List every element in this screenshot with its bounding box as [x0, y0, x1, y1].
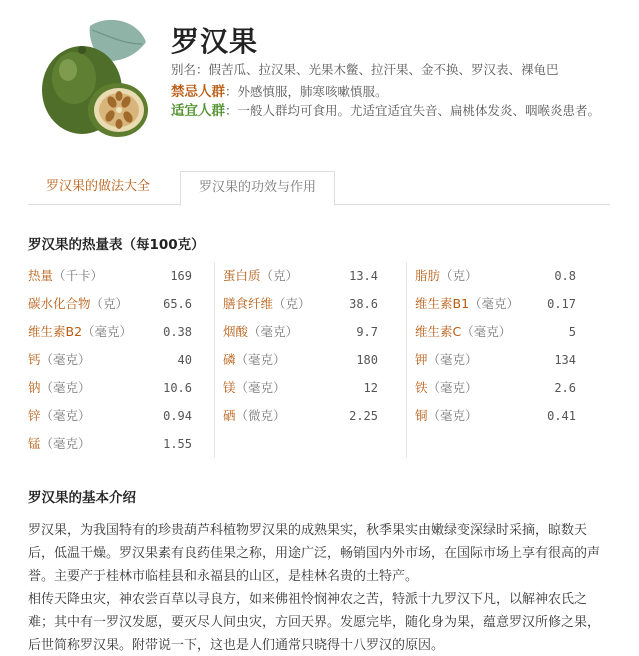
nutrient-unit: （千卡） — [53, 268, 104, 283]
nutrition-title: 罗汉果的热量表（每100克） — [28, 237, 205, 253]
nutrient-value: 180 — [356, 353, 378, 367]
nutrient-unit: （克） — [273, 296, 311, 311]
nutrient-value: 2.6 — [554, 381, 576, 395]
suitable-text: ：一般人群均可食用。尤适宜适宜失音、扁桃体发炎、咽喉炎患者。 — [225, 103, 601, 118]
nutrition-row — [407, 374, 600, 402]
nutrient-name: 锌 — [28, 408, 41, 423]
nutrient-name: 碳水化合物 — [28, 296, 91, 311]
nutrient-value: 10.6 — [163, 381, 192, 395]
nutrient-value: 0.8 — [554, 269, 576, 283]
nutrition-column-1 — [28, 262, 222, 458]
nutrition-row — [28, 430, 222, 458]
nutrition-row — [407, 262, 600, 290]
nutrient-unit: （微克） — [235, 408, 286, 423]
alias-text: 假苦瓜、拉汉果、光果木鳖、拉汗果、金不换、罗汉表、裸龟巴 — [208, 62, 559, 77]
nutrient-name: 锰 — [28, 436, 41, 451]
nutrient-name: 磷 — [223, 352, 236, 367]
nutrition-row — [28, 402, 222, 430]
nutrient-value: 65.6 — [163, 297, 192, 311]
nutrient-unit: （毫克） — [427, 380, 478, 395]
nutrient-value: 1.55 — [163, 437, 192, 451]
nutrition-row — [215, 262, 408, 290]
nutrient-name: 镁 — [223, 380, 236, 395]
nutrient-name: 钾 — [415, 352, 428, 367]
nutrient-value: 40 — [177, 353, 192, 367]
nutrient-value: 0.38 — [163, 325, 192, 339]
intro-paragraph-1: 罗汉果，为我国特有的珍贵葫芦科植物罗汉果的成熟果实，秋季果实由嫩绿变深绿时采摘，晾数天后，低温干燥。罗汉果素有良药佳果之称，用途广泛，畅销国内外市场，在国际市场上享有很高的声誉。主要产于桂林市临桂县和永福县的山区，是桂林名贵的土特产。 — [28, 523, 601, 584]
nutrition-row — [215, 374, 408, 402]
nutrient-unit: （毫克） — [461, 324, 512, 339]
nutrient-unit: （毫克） — [235, 380, 286, 395]
nutrient-name: 铜 — [415, 408, 428, 423]
nutrient-unit: （克） — [260, 268, 299, 283]
alias-label: 别名： — [171, 62, 209, 77]
nutrient-name: 膳食纤维 — [223, 296, 274, 311]
taboo-line — [171, 80, 388, 100]
nutrient-unit: （毫克） — [40, 408, 91, 423]
nutrient-value: 0.41 — [547, 409, 576, 423]
nutrient-value: 12 — [363, 381, 378, 395]
nutrition-column-3 — [406, 262, 600, 458]
nutrient-unit: （毫克） — [82, 324, 133, 339]
nutrient-unit: （毫克） — [40, 436, 91, 451]
nutrient-name: 热量 — [28, 268, 54, 283]
nutrition-row — [407, 290, 600, 318]
tab-benefits[interactable]: 罗汉果的功效与作用 — [180, 171, 335, 206]
nutrition-row — [28, 318, 222, 346]
alias-line — [171, 60, 559, 78]
page-title: 罗汉果 — [171, 25, 259, 58]
nutrient-name: 钠 — [28, 380, 41, 395]
taboo-text: ：外感慎服，肺寒咳嗽慎服。 — [225, 84, 388, 99]
nutrient-name: 铁 — [415, 380, 428, 395]
nutrient-unit: （毫克） — [40, 380, 91, 395]
intro-paragraph-2: 相传天降虫灾，神农尝百草以寻良方，如来佛祖怜悯神农之苦，特派十九罗汉下凡，以解神农氏之难；其中有一罗汉发愿，要灭尽人间虫灾，方回天界。发愿完毕，随化身为果，蕴意罗汉所修之果，后世简称罗汉果。附带说一下，这也是人们通常只晓得十八罗汉的原因。 — [28, 592, 601, 653]
nutrition-row — [215, 346, 408, 374]
nutrition-row — [28, 290, 222, 318]
nutrient-unit: （克） — [440, 268, 478, 283]
suitable-label: 适宜人群 — [171, 103, 225, 119]
nutrient-unit: （克） — [90, 296, 129, 311]
nutrition-row — [215, 318, 408, 346]
intro-text — [28, 519, 610, 656]
nutrient-name: 维生素B2 — [28, 324, 83, 339]
nutrient-name: 硒 — [223, 408, 236, 423]
nutrient-name: 维生素C — [415, 324, 462, 339]
intro-title: 罗汉果的基本介绍 — [28, 490, 136, 506]
nutrient-value: 0.17 — [547, 297, 576, 311]
nutrient-name: 维生素B1 — [415, 296, 470, 311]
nutrition-row — [407, 402, 600, 430]
nutrient-unit: （毫克） — [40, 352, 91, 367]
nutrient-name: 烟酸 — [223, 324, 249, 339]
nutrition-row — [215, 402, 408, 430]
nutrient-value: 13.4 — [349, 269, 378, 283]
nutrient-value: 38.6 — [349, 297, 378, 311]
food-header — [0, 0, 639, 150]
nutrient-value: 134 — [554, 353, 576, 367]
luohanguo-fruit-image — [38, 16, 150, 138]
content-tabs — [28, 171, 610, 205]
nutrition-row — [407, 318, 600, 346]
suitable-line — [171, 101, 621, 121]
nutrient-value: 5 — [568, 325, 576, 339]
nutrient-value: 0.94 — [163, 409, 192, 423]
nutrient-value: 2.25 — [349, 409, 378, 423]
nutrient-value: 169 — [170, 269, 192, 283]
nutrition-row — [407, 346, 600, 374]
nutrition-column-2 — [214, 262, 408, 458]
nutrient-name: 蛋白质 — [223, 268, 261, 283]
nutrient-unit: （毫克） — [235, 352, 286, 367]
nutrient-name: 脂肪 — [415, 268, 441, 283]
nutrition-row — [28, 374, 222, 402]
nutrition-row — [28, 346, 222, 374]
nutrient-value: 9.7 — [356, 325, 378, 339]
taboo-label: 禁忌人群 — [171, 84, 225, 100]
nutrient-unit: （毫克） — [427, 352, 478, 367]
nutrient-unit: （毫克） — [469, 296, 520, 311]
nutrition-row — [28, 262, 222, 290]
tab-recipes[interactable]: 罗汉果的做法大全 — [46, 179, 151, 194]
nutrition-row — [215, 290, 408, 318]
nutrient-unit: （毫克） — [248, 324, 299, 339]
nutrient-name: 钙 — [28, 352, 41, 367]
nutrient-unit: （毫克） — [427, 408, 478, 423]
